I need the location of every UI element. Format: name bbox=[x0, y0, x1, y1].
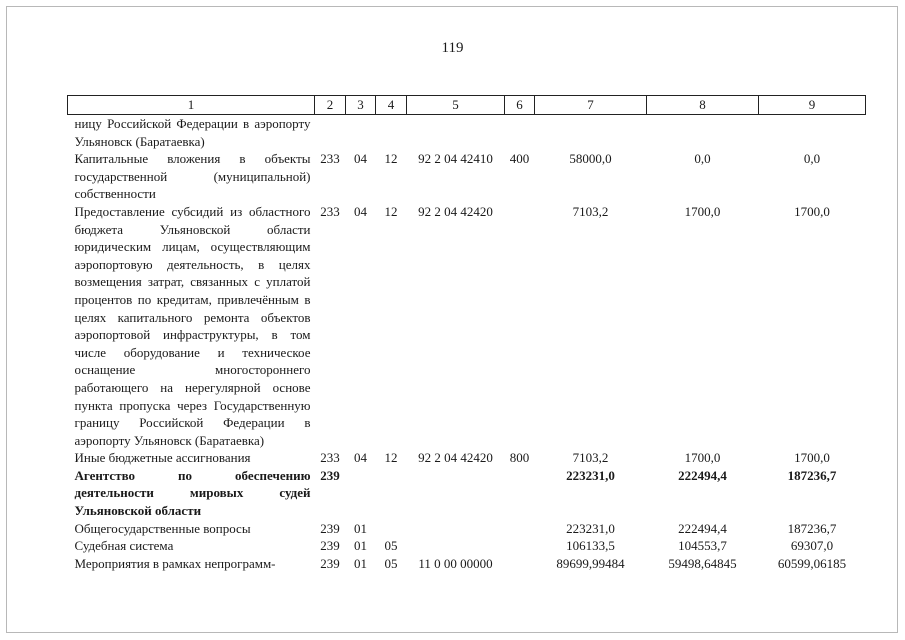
cell-expense-type bbox=[505, 555, 535, 573]
cell-amount-7: 89699,99484 bbox=[556, 555, 625, 571]
cell-section bbox=[346, 467, 376, 520]
cell-amount-9: 187236,7 bbox=[787, 467, 837, 483]
cell-amount-7: 7103,2 bbox=[572, 203, 609, 219]
table-row bbox=[68, 449, 866, 467]
table-row bbox=[68, 520, 866, 538]
cell-subsection: 05 bbox=[384, 555, 398, 571]
col-header-1: 1 bbox=[68, 96, 315, 115]
cell-amount-8: 222494,4 bbox=[678, 520, 727, 536]
cell-amount-8: 59498,64845 bbox=[668, 555, 737, 571]
cell-admin-code: 239 bbox=[320, 555, 340, 571]
cell-target-article bbox=[407, 467, 505, 520]
cell-target-article: 92 2 04 42420 bbox=[418, 450, 493, 466]
table-row bbox=[68, 115, 866, 151]
cell-amount-7: 58000,0 bbox=[569, 151, 612, 167]
row-name: Мероприятия в рамках непрограмм- bbox=[74, 555, 276, 571]
cell-section: 01 bbox=[354, 555, 367, 571]
cell-target-article: 92 2 04 42420 bbox=[418, 203, 493, 219]
cell-amount-7: 223231,0 bbox=[566, 520, 615, 536]
cell-admin-code: 239 bbox=[320, 520, 340, 536]
cell-expense-type bbox=[505, 115, 535, 151]
cell-subsection bbox=[376, 520, 407, 538]
cell-amount-9: 1700,0 bbox=[794, 203, 830, 219]
cell-admin-code: 233 bbox=[320, 203, 340, 219]
table-row bbox=[68, 467, 866, 520]
col-header-2: 2 bbox=[315, 96, 346, 115]
cell-amount-9 bbox=[759, 115, 866, 151]
cell-subsection bbox=[376, 467, 407, 520]
cell-expense-type bbox=[505, 203, 535, 449]
cell-amount-8 bbox=[647, 115, 759, 151]
page-number: 119 bbox=[441, 40, 464, 56]
cell-section: 04 bbox=[354, 203, 367, 219]
col-header-9: 9 bbox=[759, 96, 866, 115]
cell-admin-code: 239 bbox=[320, 538, 340, 554]
cell-amount-9: 60599,06185 bbox=[777, 555, 847, 571]
cell-amount-9: 69307,0 bbox=[790, 538, 834, 554]
cell-target-article: 11 0 00 00000 bbox=[418, 555, 493, 571]
table-row bbox=[68, 537, 866, 555]
cell-amount-8: 1700,0 bbox=[684, 203, 721, 219]
cell-admin-code: 233 bbox=[320, 450, 340, 466]
col-header-3: 3 bbox=[346, 96, 376, 115]
table-row bbox=[68, 203, 866, 449]
row-name: Общегосударственные вопросы bbox=[74, 520, 251, 536]
cell-expense-type bbox=[505, 467, 535, 520]
cell-amount-7 bbox=[535, 115, 647, 151]
table-row bbox=[68, 150, 866, 203]
cell-expense-type: 400 bbox=[509, 151, 530, 167]
col-header-6: 6 bbox=[505, 96, 535, 115]
cell-subsection: 12 bbox=[384, 203, 398, 219]
cell-expense-type bbox=[505, 537, 535, 555]
cell-subsection: 12 bbox=[384, 151, 398, 167]
cell-section bbox=[346, 115, 376, 151]
cell-section: 01 bbox=[354, 520, 367, 536]
col-header-5: 5 bbox=[407, 96, 505, 115]
cell-subsection: 12 bbox=[384, 450, 398, 466]
table-row bbox=[68, 555, 866, 573]
cell-amount-9: 187236,7 bbox=[787, 520, 837, 536]
cell-amount-8: 222494,4 bbox=[678, 467, 727, 483]
cell-subsection: 05 bbox=[384, 538, 398, 554]
cell-target-article bbox=[407, 520, 505, 538]
cell-amount-7: 223231,0 bbox=[566, 467, 615, 483]
row-name: Капитальные вложения в объекты государственной (муниципальной) собственности bbox=[74, 151, 311, 202]
cell-target-article: 92 2 04 42410 bbox=[418, 151, 493, 167]
cell-target-article bbox=[407, 537, 505, 555]
row-name: Иные бюджетные ассигнования bbox=[74, 450, 251, 466]
cell-amount-8: 0,0 bbox=[694, 151, 711, 167]
cell-section: 04 bbox=[354, 450, 367, 466]
cell-amount-9: 1700,0 bbox=[794, 450, 830, 466]
cell-expense-type: 800 bbox=[509, 450, 530, 466]
cell-admin-code bbox=[315, 115, 346, 151]
cell-target-article bbox=[407, 115, 505, 151]
header-row bbox=[68, 96, 866, 115]
cell-expense-type bbox=[505, 520, 535, 538]
cell-admin-code: 233 bbox=[320, 151, 340, 167]
col-header-8: 8 bbox=[647, 96, 759, 115]
cell-amount-7: 7103,2 bbox=[572, 450, 609, 466]
cell-section: 04 bbox=[354, 151, 367, 167]
cell-amount-9: 0,0 bbox=[803, 151, 821, 167]
cell-amount-7: 106133,5 bbox=[566, 538, 615, 554]
row-name: Агентство по обеспечению деятельности мировых судей Ульяновской области bbox=[74, 467, 311, 519]
row-name: Судебная система bbox=[74, 538, 174, 554]
col-header-7: 7 bbox=[535, 96, 647, 115]
col-header-4: 4 bbox=[376, 96, 407, 115]
cell-subsection bbox=[376, 115, 407, 151]
row-name: ницу Российской Федерации в аэропорту Ульяновск (Баратаевка) bbox=[74, 116, 311, 149]
cell-amount-8: 1700,0 bbox=[684, 450, 721, 466]
cell-amount-8: 104553,7 bbox=[678, 538, 727, 554]
row-name: Предоставление субсидий из областного бюджета Ульяновской области юридическим лицам, осуществляющим аэропортовую деятельность, в целях возмещения затрат, связанных с уплатой процентов по кредитам, привлечённым в целях капитального ремонта объектов аэропортовой инфраструктуры, в том числе оборудование и техническое оснащение многостороннего работающего на нерегулярной основе пункта пропуска через Государственную границу Российской Федерации в аэропорту Ульяновск (Баратаевка) bbox=[74, 203, 311, 448]
budget-table bbox=[67, 95, 866, 572]
cell-section: 01 bbox=[354, 538, 367, 554]
cell-admin-code: 239 bbox=[320, 467, 340, 483]
